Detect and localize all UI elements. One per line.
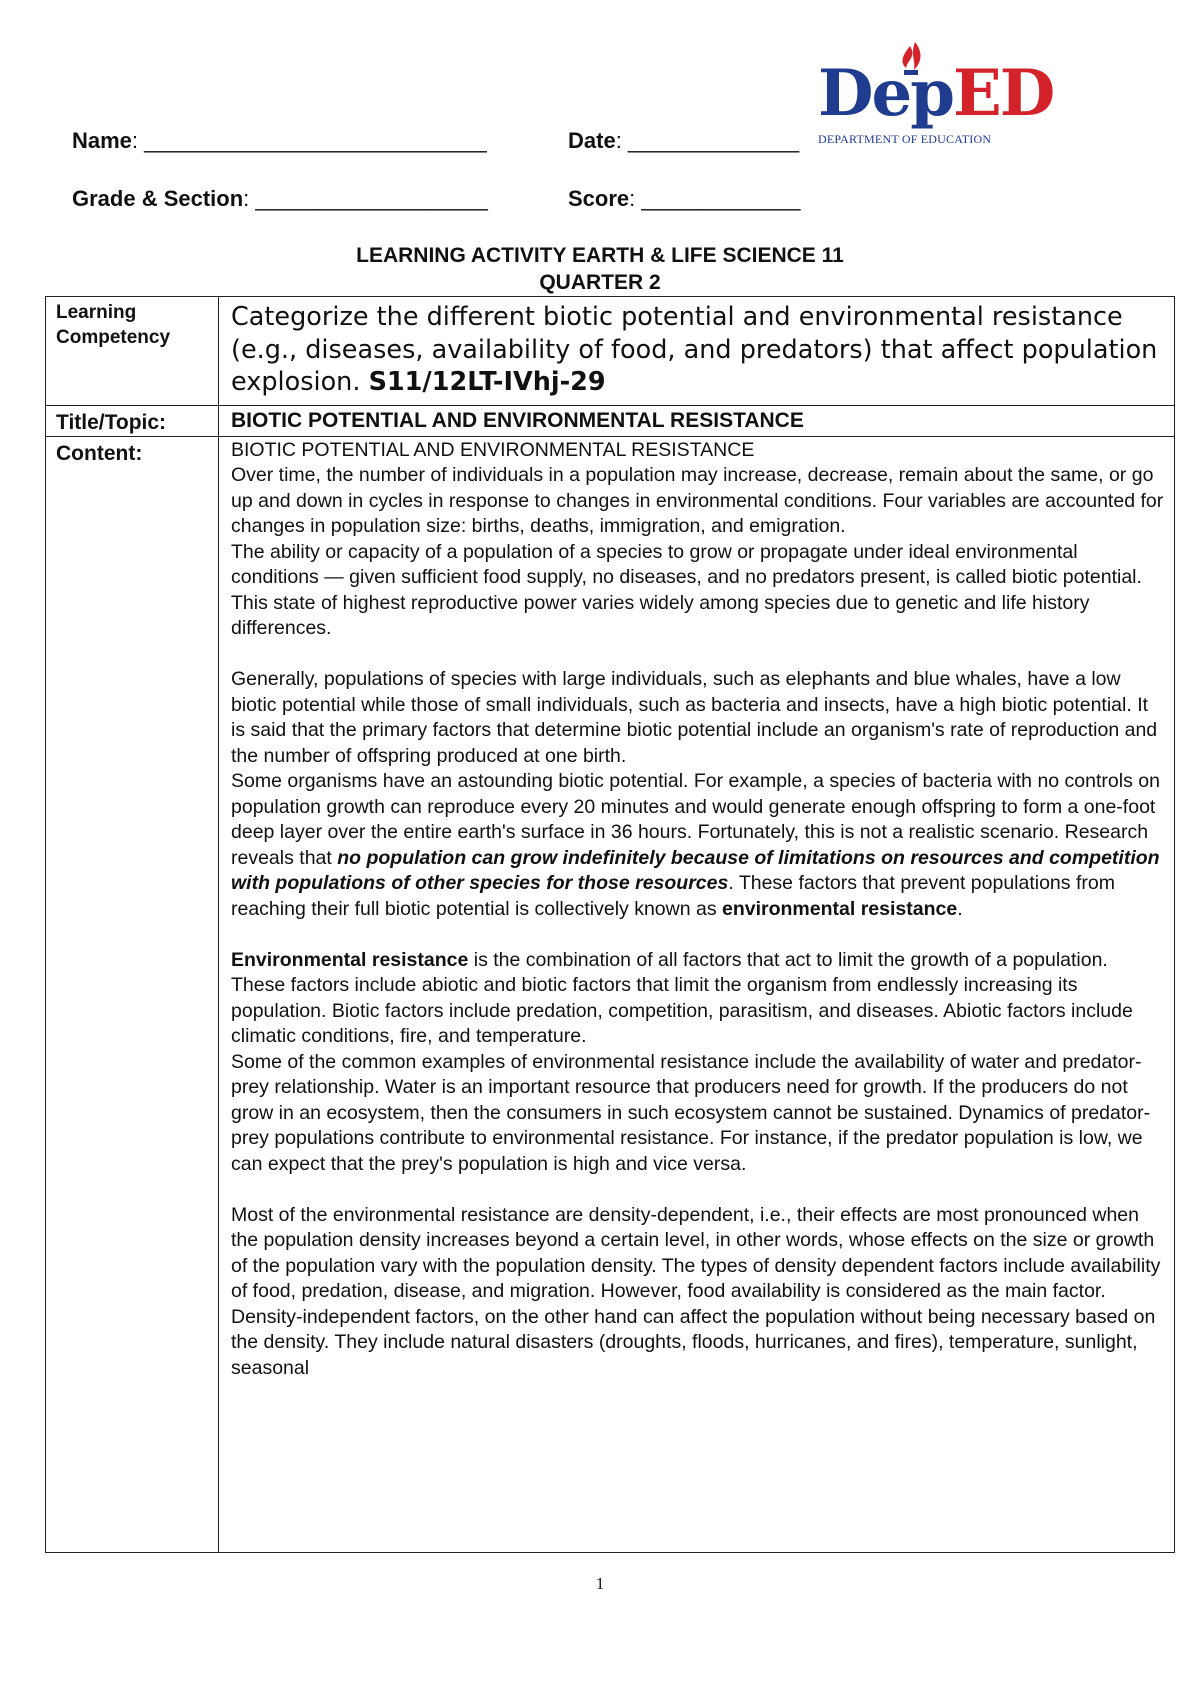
page-number: 1 <box>595 1574 605 1593</box>
activity-table <box>45 296 1175 1553</box>
grade-section-blank[interactable]: : ___________________ <box>243 186 488 211</box>
topic-row <box>46 405 1175 436</box>
competency-label-line-1: Learning <box>56 302 137 323</box>
paragraph-4-text-a: Some organisms have an astounding biotic potential. For example, a species of bacteria with no controls on population growth can reproduce every 20 minutes and would generate enough offspring to form a one-foot deep layer over the entire earth's surface in 36 hours. Fortunately, this is not a realistic scenario. Research reveals that <box>231 770 1160 869</box>
paragraph-5-text: is the combination of all factors that act to limit the growth of a population. These factors include abiotic and biotic factors that limit the organism from endlessly increasing its population. Biotic factors include predation, competition, parasitism, and diseases. Abiotic factors include climatic conditions, fire, and temperature. <box>231 948 1133 1047</box>
quarter-label: QUARTER 2 <box>539 271 661 294</box>
date-label: Date <box>568 128 616 153</box>
activity-title: LEARNING ACTIVITY EARTH & LIFE SCIENCE 11 <box>356 244 844 267</box>
paragraph-4-term: environmental resistance <box>722 897 958 920</box>
competency-label-cell <box>46 297 219 406</box>
paragraph-4 <box>231 769 1164 922</box>
logo-wordmark: DepED <box>818 56 1054 131</box>
topic-text: BIOTIC POTENTIAL AND ENVIRONMENTAL RESISTANCE <box>231 408 804 432</box>
content-label-cell <box>46 436 219 1552</box>
paragraph-2: The ability or capacity of a population of a species to grow or propagate under ideal environmental conditions — given sufficient food supply, no diseases, and no predators present, is called biotic potential. This state of highest reproductive power varies widely among species due to genetic and life history differences. <box>231 540 1142 639</box>
paragraph-5 <box>231 948 1164 1050</box>
competency-text-cell <box>219 297 1175 406</box>
score-blank[interactable]: : _____________ <box>629 186 801 211</box>
grade-section-field[interactable] <box>72 186 488 212</box>
competency-code: S11/12LT-IVhj-29 <box>368 367 606 397</box>
name-field[interactable] <box>72 128 487 154</box>
date-blank[interactable]: : ______________ <box>615 128 800 153</box>
score-field[interactable] <box>568 186 800 212</box>
score-label: Score <box>568 186 630 211</box>
date-field[interactable] <box>568 128 799 154</box>
paragraph-6: Some of the common examples of environmental resistance include the availability of water and predator-prey relationship. Water is an important resource that producers need for growth. If the producers do not grow in an ecosystem, then the consumers in such ecosystem cannot be sustained. Dynamics of predator-prey populations contribute to environmental resistance. For instance, if the predator population is low, we can expect that the prey's population is high and vice versa. <box>231 1050 1151 1175</box>
competency-text <box>219 297 1174 405</box>
paragraph-7: Most of the environmental resistance are density-dependent, i.e., their effects are most pronounced when the population density increases beyond a certain level, in other words, whose effects on the size or growth of the population vary with the population density. The types of density dependent factors include availability of food, predation, disease, and migration. However, food availability is considered as the main factor. Density-independent factors, on the other hand can affect the population without being necessary based on the density. They include natural disasters (droughts, floods, hurricanes, and fires), temperature, sunlight, seasonal <box>231 1203 1161 1379</box>
name-blank[interactable]: : ____________________________ <box>131 128 487 153</box>
competency-label-line-2: Competency <box>56 327 171 348</box>
content-label: Content: <box>56 441 143 465</box>
grade-section-label: Grade & Section <box>72 186 244 211</box>
paragraph-4-emphasis: no population can grow indefinitely because of limitations on resources and competition with populations of other species for those resources <box>231 846 1160 894</box>
content-heading: BIOTIC POTENTIAL AND ENVIRONMENTAL RESISTANCE <box>231 438 755 461</box>
topic-label: Title/Topic: <box>56 410 167 434</box>
content-body <box>219 437 1174 1382</box>
paragraph-1: Over time, the number of individuals in a population may increase, decrease, remain about the same, or go up and down in cycles in response to changes in environmental conditions. Four variables are accounted for changes in population size: births, deaths, immigration, and emigration. <box>231 464 1164 537</box>
topic-text-cell <box>219 405 1175 436</box>
paragraph-5-term: Environmental resistance <box>231 948 469 971</box>
paragraph-4-text-c: . <box>957 897 963 920</box>
topic-label-cell <box>46 405 219 436</box>
paragraph-4-text-b: . These factors that prevent populations from reaching their full biotic potential is collectively known as <box>231 872 1115 920</box>
content-text-cell <box>219 436 1175 1552</box>
paragraph-3: Generally, populations of species with large individuals, such as elephants and blue whales, have a low biotic potential while those of small individuals, such as bacteria and insects, have a high biotic potential. It is said that the primary factors that determine biotic potential include an organism's rate of reproduction and the number of offspring produced at one birth. <box>231 668 1158 767</box>
competency-row <box>46 297 1175 406</box>
content-row <box>46 436 1175 1552</box>
competency-description: Categorize the different biotic potential and environmental resistance (e.g., diseases, availability of food, and predators) that affect population explosion. <box>231 302 1158 397</box>
name-label: Name <box>72 128 132 153</box>
deped-logo <box>818 40 1054 150</box>
logo-subtitle: DEPARTMENT OF EDUCATION <box>818 132 992 146</box>
